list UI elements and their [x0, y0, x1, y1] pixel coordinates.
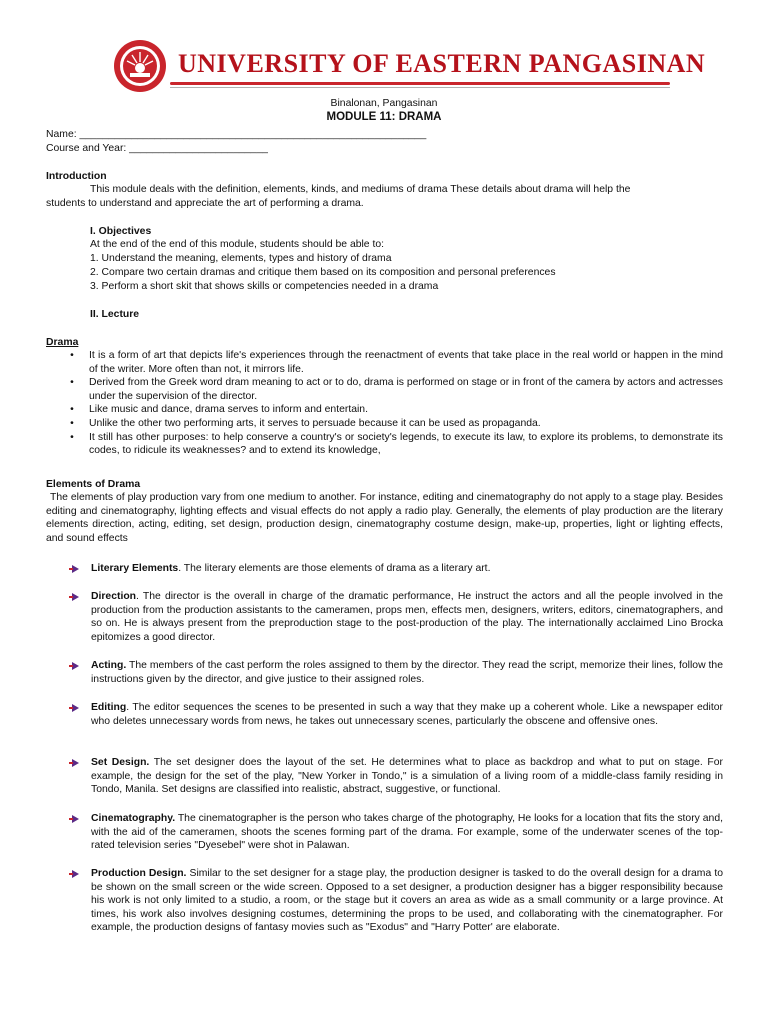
- lecture-heading: II. Lecture: [90, 309, 140, 320]
- objective-item: 2. Compare two certain dramas and critique them based on its composition and personal preferences: [90, 267, 556, 278]
- objective-item: 1. Understand the meaning, elements, types and history of drama: [90, 253, 392, 264]
- university-seal-logo: [112, 38, 168, 94]
- university-header: [112, 38, 706, 94]
- objectives-intro: At the end of the end of this module, students should be able to:: [90, 239, 385, 250]
- objectives-heading: I. Objectives: [90, 226, 152, 237]
- element-item-production-design: Production Design. Similar to the set designer for a stage play, the production designer is tasked to do the overall design for a drama to be shown on the small screen or the wide screen. Opposed to a set designer, a production designer has a bigger responsibility because his work is not only limited to a studio, a room, or the stage but it covers an area as wide as a small community or a large province. At times, his work also involves designing costumes, determining the props to be used, and collaborating with the cinematographer. For example, the production designs of fantasy movies such as "Exodus" and "Harry Potter' are elaborate.: [69, 867, 723, 935]
- arrow-bullet-icon: [69, 757, 81, 769]
- location-text: Binalonan, Pangasinan: [330, 98, 438, 109]
- introduction-line-2: students to understand and appreciate the art of performing a drama.: [46, 198, 364, 209]
- list-item: • It is a form of art that depicts life's experiences through the reenactment of events that take place in the real world or happen in the mind of the writer. More often than not, it mirrors life.: [67, 349, 723, 376]
- course-year-field[interactable]: Course and Year: ________________________: [46, 143, 268, 154]
- header-gray-rule: [170, 87, 670, 88]
- element-item-set-design: Set Design. The set designer does the layout of the set. He determines what to place as backdrop and what to put on stage. For example, the design for the set of the play, "New Yorker in Tondo," is a simulation of a living room of a middle-class family residing in Tondo, Manila. Set designs are classified into realistic, abstract, suggestive, or functional.: [69, 756, 723, 797]
- bullet-icon: •: [70, 377, 74, 389]
- list-item: • It still has other purposes: to help conserve a country's or society's legends, to execute its law, to explore its problems, to demonstrate its codes, to ridicule its weaknesses? and to extend its knowledge,: [67, 431, 723, 458]
- bullet-icon: •: [70, 404, 74, 416]
- objective-item: 3. Perform a short skit that shows skills or competencies needed in a drama: [90, 281, 439, 292]
- header-red-rule: [170, 82, 670, 85]
- element-item-cinematography: Cinematography. The cinematographer is the person who takes charge of the photography, He looks for a location that fits the story and, with the aid of the cameramen, shoots the scenes forming part of the drama. For example, some of the underwater scenes of the top-rated television series "Dyesebel" were shot in Palawan.: [69, 812, 723, 853]
- list-item: • Unlike the other two performing arts, it serves to persuade because it can be used as propaganda.: [67, 417, 723, 431]
- arrow-bullet-icon: [69, 563, 81, 575]
- drama-heading: Drama: [46, 337, 79, 348]
- arrow-bullet-icon: [69, 702, 81, 714]
- list-item: • Like music and dance, drama serves to inform and entertain.: [67, 403, 723, 417]
- bullet-icon: •: [70, 350, 74, 361]
- introduction-heading: Introduction: [46, 171, 107, 182]
- elements-heading: Elements of Drama: [46, 479, 141, 490]
- arrow-bullet-icon: [69, 660, 81, 672]
- arrow-bullet-icon: [69, 591, 81, 603]
- name-field[interactable]: Name: ____________________________________________________________: [46, 129, 427, 140]
- element-item-editing: Editing. The editor sequences the scenes to be presented in such a way that they make up a coherent whole. Like a newspaper editor who deletes unnecessary words from news, he takes out unnecessary scenes, particularly the obscene and offensive ones.: [69, 701, 723, 728]
- element-item-literary: Literary Elements. The literary elements are those elements of drama as a literary art.: [69, 562, 723, 576]
- university-name: UNIVERSITY OF EASTERN PANGASINAN: [178, 49, 706, 78]
- elements-paragraph: The elements of play production vary from one medium to another. For instance, editing and cinematography do not apply to a stage play. Besides editing and cinematography, lighting effects and visual effects do not apply a radio play. Generally, the elements of play production are the literary elements direction, acting, editing, set design, production design, cinematography costume design, make-up, properties, light or lighting effects, and sound effects: [46, 492, 723, 544]
- bullet-icon: •: [70, 417, 74, 429]
- introduction-line-1: This module deals with the definition, elements, kinds, and mediums of drama These details about drama will help the: [90, 184, 631, 195]
- drama-bullet-list: [67, 349, 723, 458]
- module-title: MODULE 11: DRAMA: [326, 111, 442, 123]
- arrow-bullet-icon: [69, 813, 81, 825]
- element-item-direction: Direction. The director is the overall in charge of the dramatic performance, He instruct the actors and all the people involved in the production from the production assistants to the cameramen, props men, effects men, designers, writers, editors, cinematographers, and so on. He is always present from the preproduction stage to the post-production of the play. The internationally acclaimed Lino Brocka epitomizes a good director.: [69, 590, 723, 644]
- bullet-icon: •: [70, 431, 74, 443]
- element-item-acting: Acting. The members of the cast perform the roles assigned to them by the director. They read the script, memorize their lines, follow the instructions given by the director, and give justice to their assigned roles.: [69, 659, 723, 686]
- list-item: • Derived from the Greek word dram meaning to act or to do, drama is performed on stage or in front of the camera by actors and actresses under the supervision of the director.: [67, 376, 723, 403]
- arrow-bullet-icon: [69, 868, 81, 880]
